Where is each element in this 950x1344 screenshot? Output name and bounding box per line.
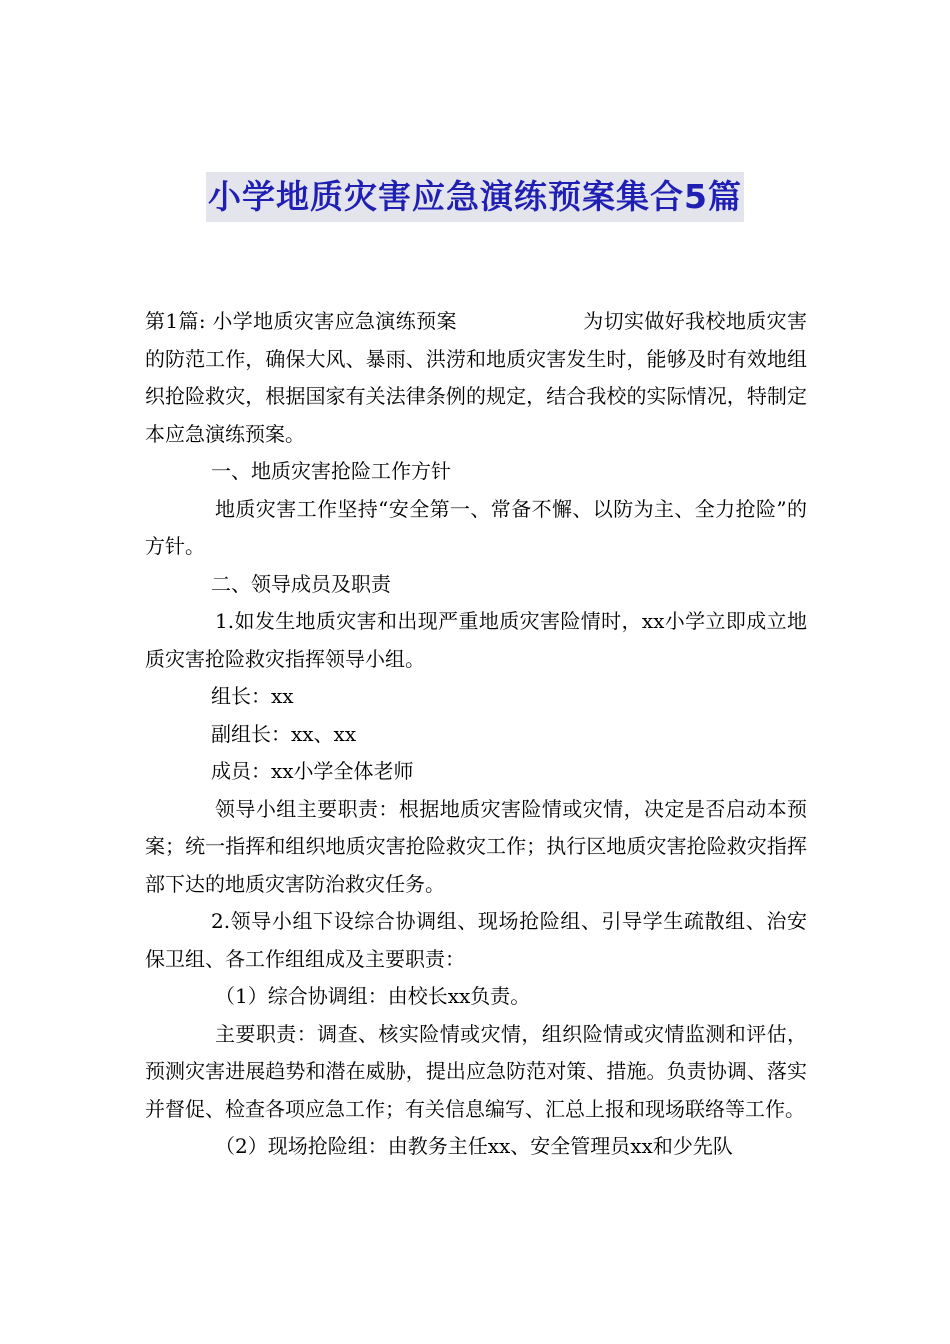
paragraph-leadership-duties: 领导小组主要职责：根据地质灾害险情或灾情，决定是否启动本预案；统一指挥和组织地质灾害抢险救灾工作；执行区地质灾害抢险救灾指挥部下达的地质灾害防治救灾任务。 — [145, 796, 807, 896]
paragraph-rescue-group: （2）现场抢险组：由教务主任xx、安全管理员xx和少先队 — [215, 1134, 733, 1158]
paragraph-coordination-group: （1）综合协调组：由校长xx负责。 — [215, 984, 531, 1008]
paragraph-deputy-leader: 副组长：xx、xx — [211, 721, 357, 746]
paragraph-members: 成员：xx小学全体老师 — [211, 759, 414, 783]
section-heading-2: 二、领导成员及职责 — [211, 571, 391, 596]
intro-text: 为切实做好我校地质灾害的防范工作，确保大风、暴雨、洪涝和地质灾害发生时，能够及时有效地组织抢险救灾，根据国家有关法律条例的规定，结合我校的实际情况，特制定本应急演练预案。 — [145, 309, 808, 446]
chapter-heading: 第1篇: 小学地质灾害应急演练预案 — [145, 309, 457, 333]
title-container — [0, 172, 950, 222]
paragraph-working-groups: 2.领导小组下设综合协调组、现场抢险组、引导学生疏散组、治安保卫组、各工作组组成及主要职责： — [145, 909, 807, 971]
paragraph-guideline: 地质灾害工作坚持“安全第一、常备不懈、以防为主、全力抢险”的方针。 — [145, 496, 807, 558]
paragraph-leadership-setup: 1.如发生地质灾害和出现严重地质灾害险情时，xx小学立即成立地质灾害抢险救灾指挥领导小组。 — [145, 609, 807, 671]
document-body — [145, 303, 807, 1166]
document-title: 小学地质灾害应急演练预案集合5篇 — [206, 172, 744, 222]
paragraph-leader: 组长：xx — [211, 684, 294, 708]
paragraph-intro — [145, 303, 807, 453]
section-heading-1: 一、地质灾害抢险工作方针 — [211, 459, 451, 483]
paragraph-coordination-duties: 主要职责：调查、核实险情或灾情，组织险情或灾情监测和评估，预测灾害进展趋势和潜在威胁，提出应急防范对策、措施。负责协调、落实并督促、检查各项应急工作；有关信息编写、汇总上报和现场联络等工作。 — [145, 1021, 807, 1121]
